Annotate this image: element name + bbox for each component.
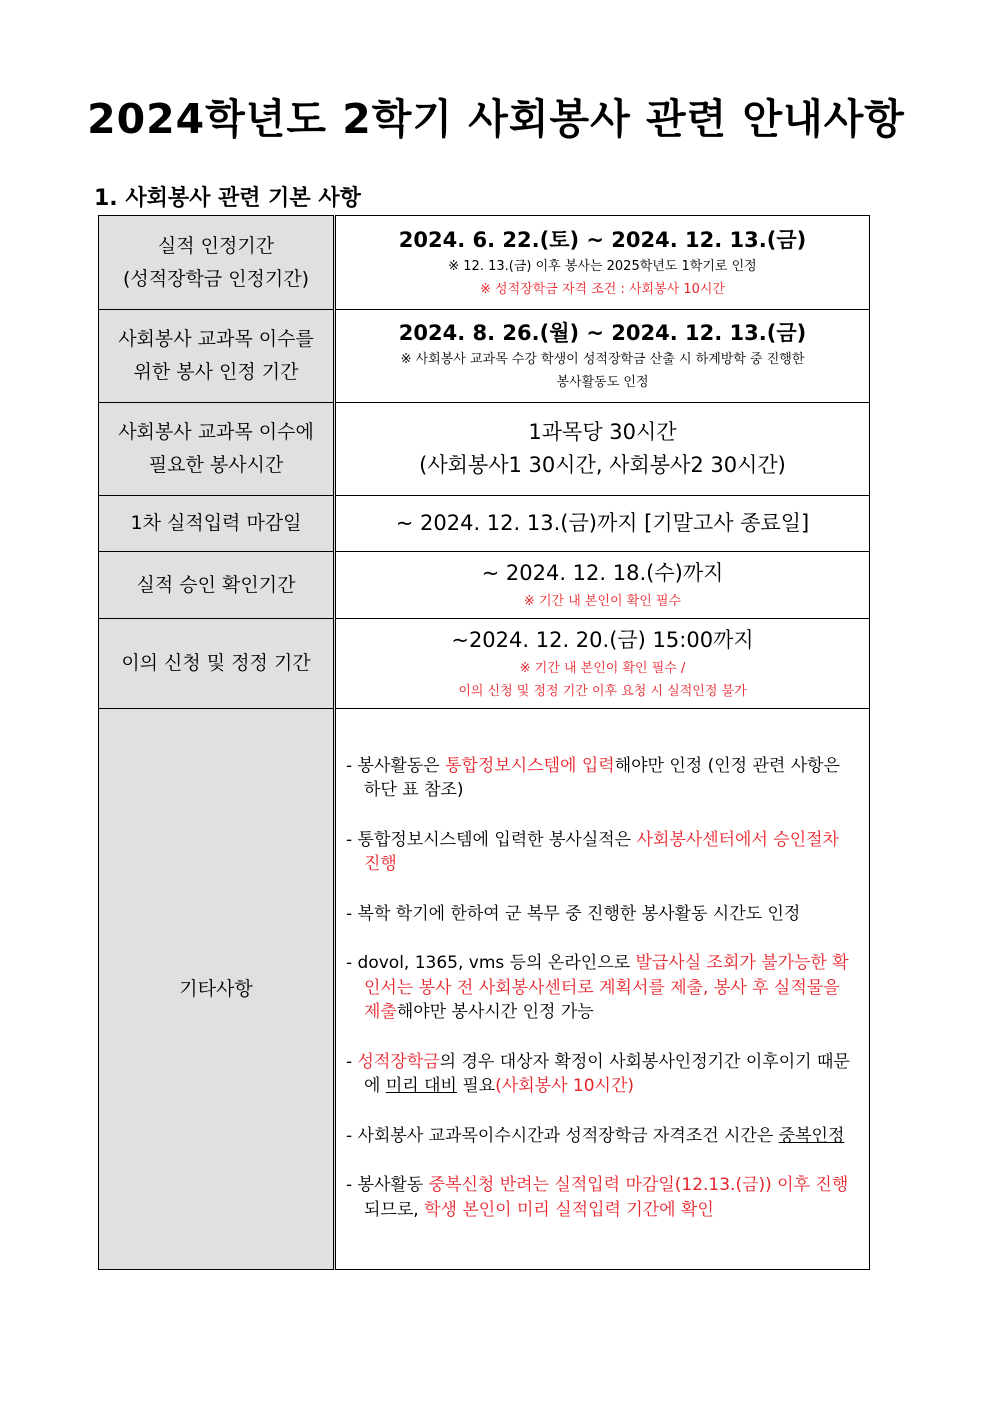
period-value: ~2024. 12. 20.(금) 15:00까지 bbox=[451, 628, 754, 652]
table-row bbox=[99, 496, 870, 552]
note-text: ※ 기간 내 본인이 확인 필수 / bbox=[519, 661, 686, 676]
label-line: 사회봉사 교과목 이수를 bbox=[118, 328, 314, 350]
note-text: ※ 12. 13.(금) 이후 봉사는 2025학년도 1학기로 인정 bbox=[448, 258, 757, 274]
row-value bbox=[335, 552, 870, 619]
period-value: ~ 2024. 12. 18.(수)까지 bbox=[481, 561, 724, 585]
hours-value: 1과목당 30시간 bbox=[528, 420, 677, 444]
table-row bbox=[99, 216, 870, 310]
list-item bbox=[346, 1173, 859, 1222]
hours-detail: (사회봉사1 30시간, 사회봉사2 30시간) bbox=[419, 453, 786, 477]
note-segment: 필요 bbox=[456, 1076, 496, 1097]
note-segment: - dovol, 1365, vms 등의 온라인으로 bbox=[346, 953, 636, 974]
deadline-value: ~ 2024. 12. 13.(금)까지 [기말고사 종료일] bbox=[395, 511, 810, 535]
note-segment: 발급사실 조회가 불가능한 확인서는 봉사 전 사회봉사센터로 계획서를 제출, 봉사 후 실적물을 제출 bbox=[364, 953, 849, 1023]
table-row bbox=[99, 619, 870, 709]
note-segment: (사회봉사 10시간) bbox=[495, 1076, 635, 1097]
period-value: 2024. 8. 26.(월) ~ 2024. 12. 13.(금) bbox=[398, 321, 807, 345]
label-line: 필요한 봉사시간 bbox=[148, 454, 284, 476]
note-segment: - 봉사활동 bbox=[346, 1175, 429, 1196]
note-segment: 해야만 봉사시간 인정 가능 bbox=[396, 1002, 594, 1023]
note-text: 이의 신청 및 정정 기간 이후 요청 시 실적인정 불가 bbox=[458, 684, 747, 699]
note-segment: - 봉사활동은 bbox=[346, 755, 446, 776]
list-item bbox=[346, 1124, 859, 1149]
row-label: 1차 실적입력 마감일 bbox=[99, 496, 335, 552]
table-row bbox=[99, 709, 870, 1270]
label-line: 위한 봉사 인정 기간 bbox=[133, 361, 299, 383]
page-title: 2024학년도 2학기 사회봉사 관련 안내사항 bbox=[87, 95, 905, 143]
row-value bbox=[335, 496, 870, 552]
row-label: 기타사항 bbox=[99, 709, 335, 1270]
list-item bbox=[346, 828, 859, 877]
list-item bbox=[346, 754, 859, 803]
note-segment: 학생 본인이 미리 실적입력 기간에 확인 bbox=[424, 1199, 714, 1220]
note-text: ※ 성적장학금 자격 조건 : 사회봉사 10시간 bbox=[480, 281, 725, 297]
note-segment: - bbox=[346, 1051, 358, 1072]
list-item bbox=[346, 902, 859, 927]
note-segment: 되므로, bbox=[364, 1199, 425, 1220]
row-value bbox=[335, 403, 870, 496]
info-table bbox=[98, 215, 870, 1270]
notes-list bbox=[336, 746, 869, 1233]
list-item bbox=[346, 951, 859, 1025]
row-value bbox=[335, 619, 870, 709]
note-segment: - 사회봉사 교과목이수시간과 성적장학금 자격조건 시간은 bbox=[346, 1125, 779, 1146]
section-heading: 1. 사회봉사 관련 기본 사항 bbox=[94, 186, 361, 211]
note-segment: 사회봉사센터에서 승인절차 진행 bbox=[364, 829, 839, 875]
note-text: 봉사활동도 인정 bbox=[556, 375, 649, 390]
list-item bbox=[346, 1050, 859, 1099]
label-line: 실적 인정기간 bbox=[157, 234, 275, 257]
note-text: ※ 기간 내 본인이 확인 필수 bbox=[523, 594, 682, 609]
row-label: 실적 승인 확인기간 bbox=[99, 552, 335, 619]
row-value bbox=[335, 216, 870, 310]
note-text: ※ 사회봉사 교과목 수강 학생이 성적장학금 산출 시 하계방학 중 진행한 bbox=[400, 352, 805, 367]
row-label bbox=[99, 310, 335, 403]
note-segment: 미리 대비 bbox=[385, 1076, 457, 1097]
label-line: 사회봉사 교과목 이수에 bbox=[118, 421, 314, 443]
note-segment: 통합정보시스템에 입력 bbox=[445, 755, 615, 776]
table-row bbox=[99, 552, 870, 619]
period-value: 2024. 6. 22.(토) ~ 2024. 12. 13.(금) bbox=[398, 227, 807, 252]
note-segment: - 복학 학기에 한하여 군 복무 중 진행한 봉사활동 시간도 인정 bbox=[346, 903, 801, 924]
note-segment: 의 경우 대상자 확정이 사회봉사인정기간 이후이기 때문에 bbox=[364, 1051, 850, 1097]
row-label bbox=[99, 403, 335, 496]
note-segment: 해야만 인정 (인정 관련 사항은 하단 표 참조) bbox=[364, 755, 840, 801]
row-label bbox=[99, 216, 335, 310]
table-row bbox=[99, 403, 870, 496]
note-segment: - 통합정보시스템에 입력한 봉사실적은 bbox=[346, 829, 637, 850]
note-segment: 중복인정 bbox=[778, 1125, 845, 1146]
table-row bbox=[99, 310, 870, 403]
note-segment: 성적장학금 bbox=[357, 1051, 440, 1072]
row-value bbox=[335, 709, 870, 1270]
label-line: (성적장학금 인정기간) bbox=[122, 267, 310, 290]
row-label: 이의 신청 및 정정 기간 bbox=[99, 619, 335, 709]
row-value bbox=[335, 310, 870, 403]
note-segment: 중복신청 반려는 실적입력 마감일(12.13.(금)) 이후 진행 bbox=[428, 1175, 849, 1196]
